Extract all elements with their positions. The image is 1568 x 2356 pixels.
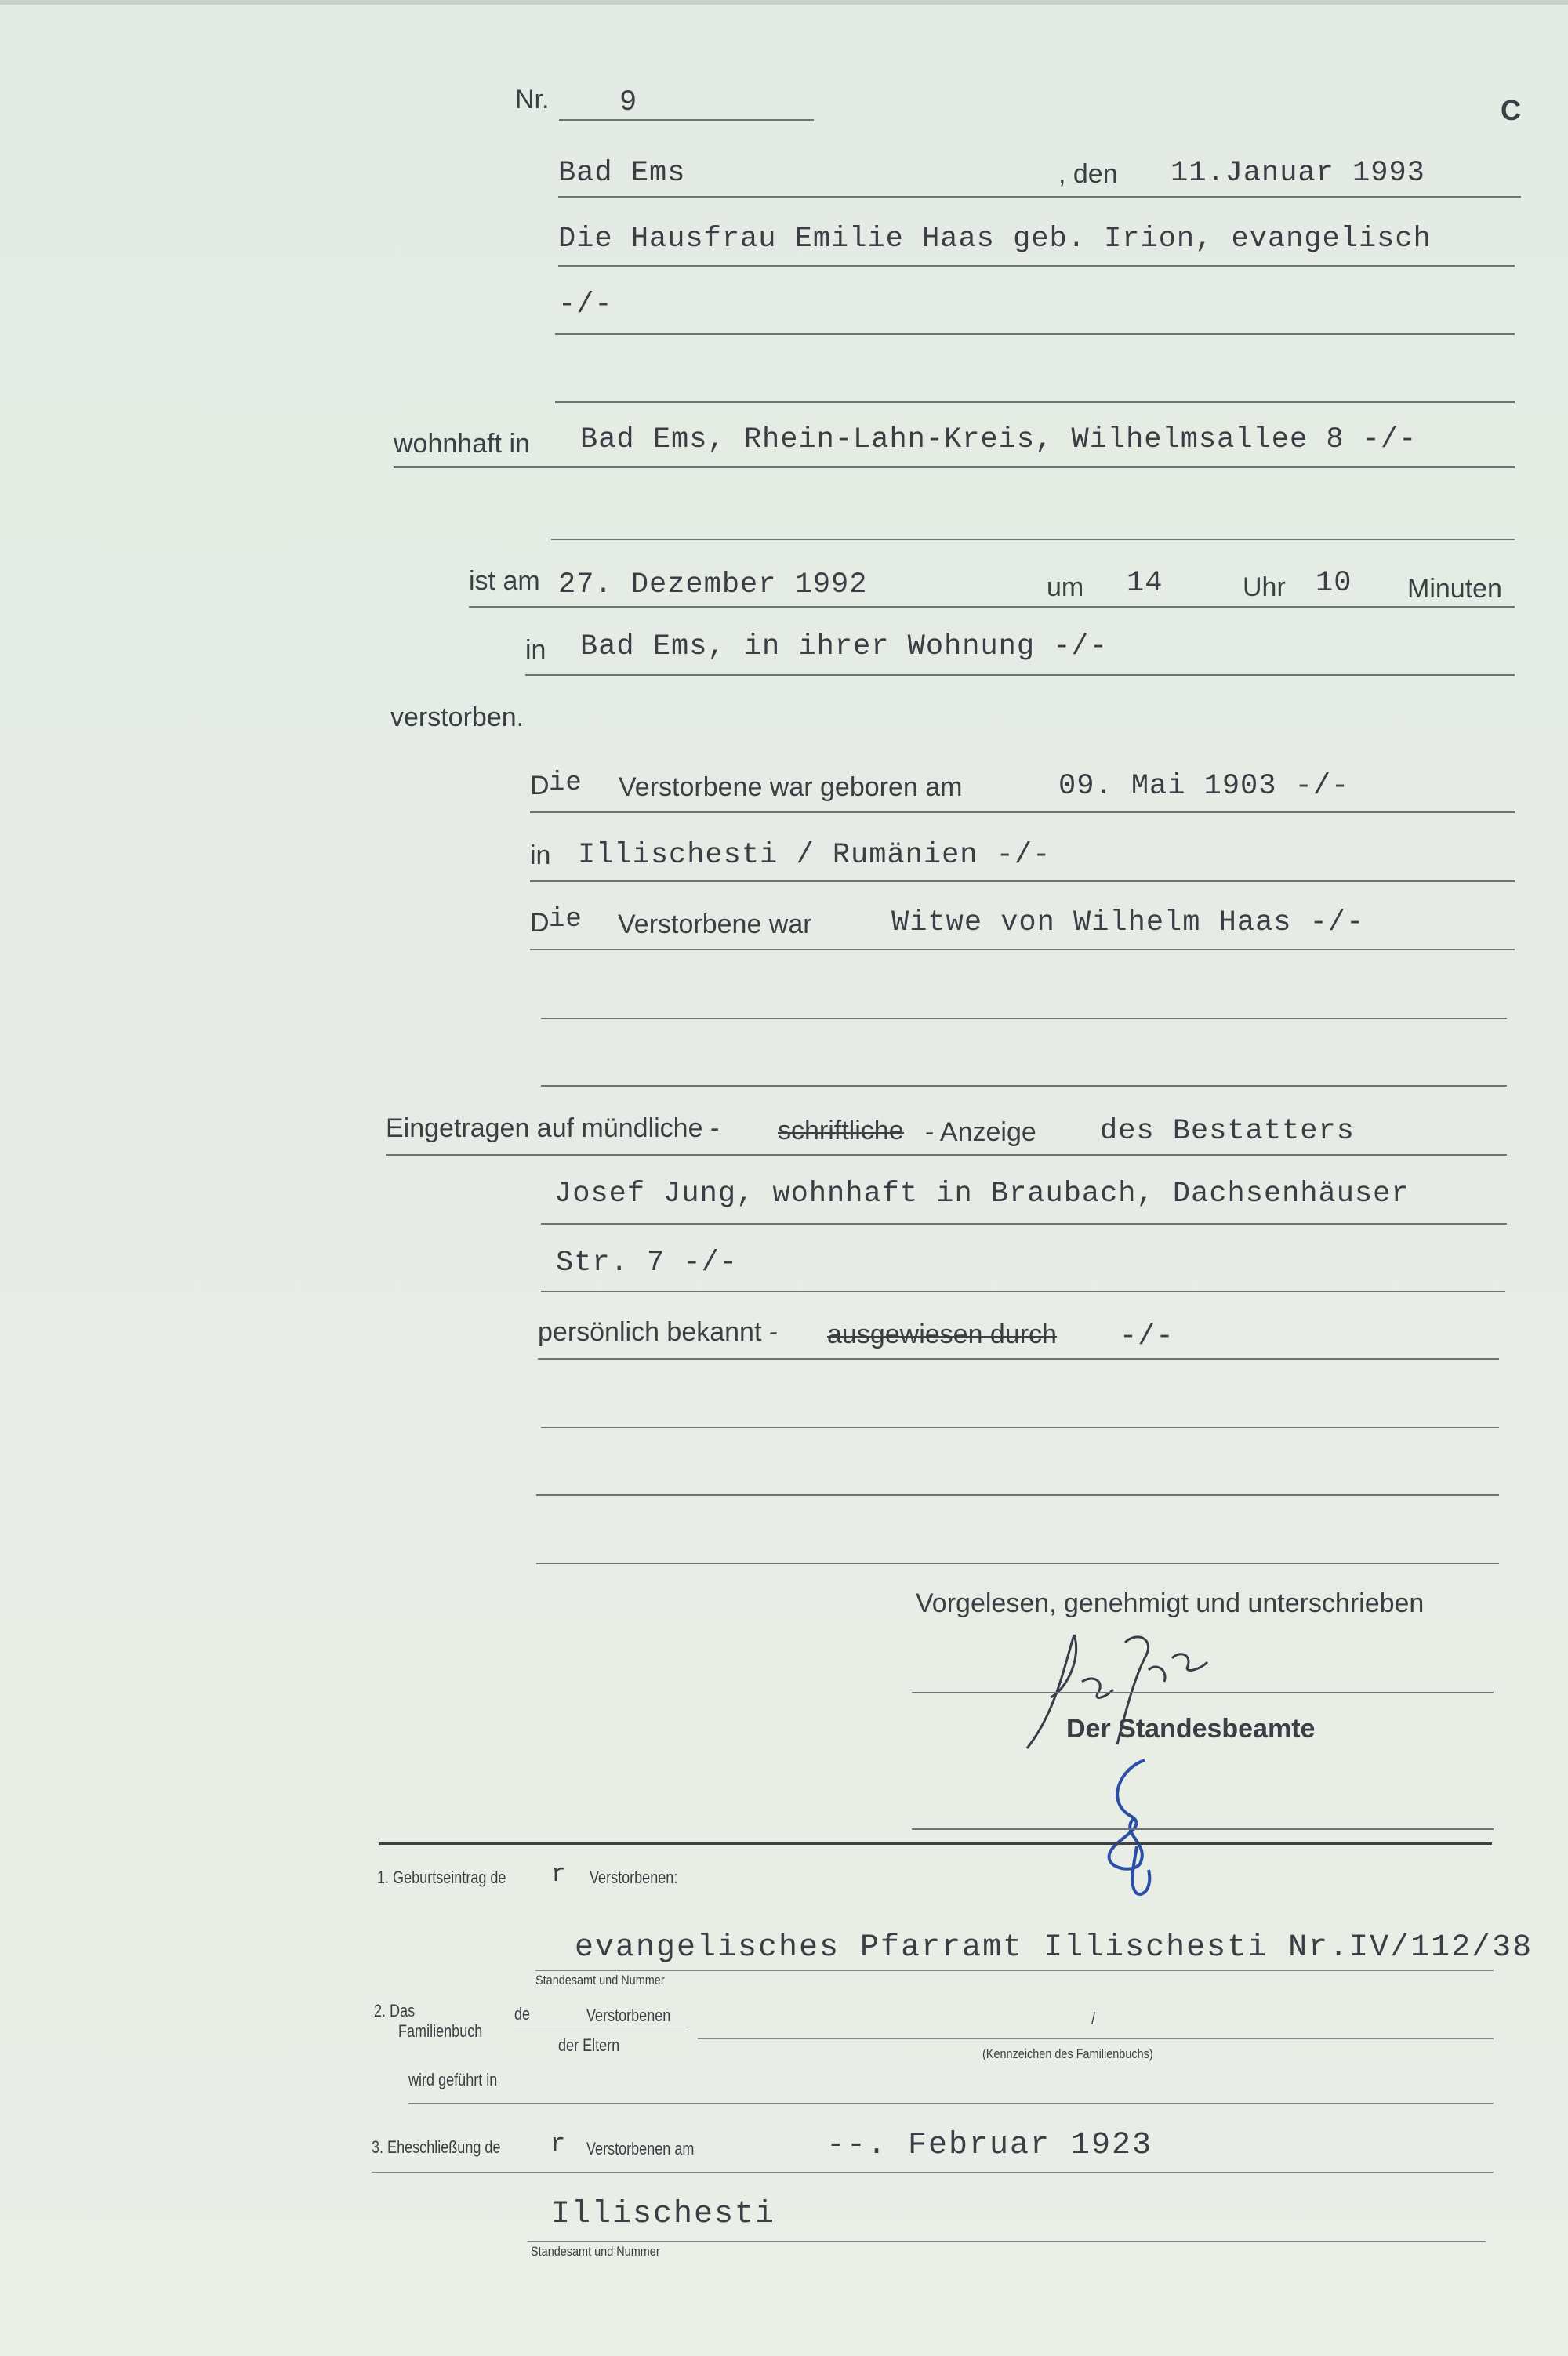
person-line-2: -/- xyxy=(558,289,613,321)
register-letter: C xyxy=(1501,94,1521,126)
birth-place: Illischesti / Rumänien -/- xyxy=(578,839,1051,872)
place-date-rule xyxy=(558,196,1521,198)
blank-rule-3 xyxy=(536,1563,1499,1564)
den-label: , den xyxy=(1058,159,1118,189)
official-signature-rule xyxy=(912,1828,1494,1830)
item2-gefuehrt-label: wird geführt in xyxy=(408,2070,498,2089)
page-top-edge xyxy=(0,0,1568,5)
item1-rule xyxy=(535,1970,1494,1971)
footer-separator xyxy=(379,1842,1492,1845)
informant-rule-2 xyxy=(541,1291,1505,1292)
status-rule-3 xyxy=(541,1085,1507,1087)
informant-intro: des Bestatters xyxy=(1100,1115,1355,1148)
known-value: -/- xyxy=(1120,1320,1174,1353)
item3-caption: Standesamt und Nummer xyxy=(531,2244,660,2259)
nr-value: 9 xyxy=(619,86,638,119)
residence-label: wohnhaft in xyxy=(394,429,530,459)
registration-rule xyxy=(386,1154,1507,1156)
item2-opt-eltern: der Eltern xyxy=(558,2035,620,2055)
item3-value: --. Februar 1923 xyxy=(826,2128,1153,2163)
blank-rule-1 xyxy=(541,1427,1499,1428)
uhr-label: Uhr xyxy=(1243,572,1286,602)
item1-suffix: Verstorbenen: xyxy=(590,1868,678,1887)
person-rule-1 xyxy=(558,265,1515,267)
death-in-label: in xyxy=(525,635,546,665)
residence-value: Bad Ems, Rhein-Lahn-Kreis, Wilhelmsallee 8 -/- xyxy=(580,423,1417,456)
item3-typed: r xyxy=(550,2129,567,2158)
person-line-1: Die Hausfrau Emilie Haas geb. Irion, evangelisch xyxy=(558,223,1432,256)
birth-rule xyxy=(530,811,1515,813)
ist-am-label: ist am xyxy=(469,566,540,596)
item2-slash: / xyxy=(1091,2009,1096,2028)
minuten-label: Minuten xyxy=(1407,574,1502,604)
status-label: Verstorbene war xyxy=(618,909,812,939)
blank-rule-2 xyxy=(536,1494,1499,1496)
birth-in-label: in xyxy=(530,840,551,870)
status-prefix-typed: ie xyxy=(549,905,583,935)
nr-label: Nr. xyxy=(515,85,550,114)
struck-ausgewiesen-durch: ausgewiesen durch xyxy=(827,1320,1057,1349)
registration-label: Eingetragen auf mündliche - xyxy=(386,1113,720,1143)
signature-caption: Vorgelesen, genehmigt und unterschrieben xyxy=(916,1588,1425,1618)
item1-label: 1. Geburtseintrag de xyxy=(377,1868,506,1887)
official-signature xyxy=(1090,1752,1184,1901)
death-hour: 14 xyxy=(1127,567,1163,600)
item2-gefuehrt-rule xyxy=(408,2103,1494,2104)
item3-suffix: Verstorbenen am xyxy=(586,2139,695,2158)
birth-prefix-typed: ie xyxy=(549,768,583,798)
birth-date: 09. Mai 1903 -/- xyxy=(1058,770,1350,803)
person-rule-3 xyxy=(555,401,1515,403)
anzeige-label: - Anzeige xyxy=(925,1117,1036,1147)
item3-rule xyxy=(372,2172,1494,2173)
death-time-rule xyxy=(469,606,1515,608)
item1-caption: Standesamt und Nummer xyxy=(535,1973,665,1988)
status-value: Witwe von Wilhelm Haas -/- xyxy=(891,906,1365,939)
item1-typed: r xyxy=(551,1860,568,1889)
struck-schriftliche: schriftliche xyxy=(778,1116,904,1145)
um-label: um xyxy=(1047,572,1084,602)
residence-rule-2 xyxy=(551,539,1515,540)
informant-signature-rule xyxy=(912,1692,1494,1693)
register-date: 11.Januar 1993 xyxy=(1171,157,1425,190)
death-place: Bad Ems, in ihrer Wohnung -/- xyxy=(580,630,1108,663)
birth-label: Verstorbene war geboren am xyxy=(619,772,963,802)
item3-place-rule xyxy=(528,2241,1486,2242)
known-rule xyxy=(538,1358,1499,1360)
known-label: persönlich bekannt - xyxy=(538,1317,779,1347)
birth-place-rule xyxy=(530,880,1515,882)
death-minutes: 10 xyxy=(1316,567,1352,600)
item1-value: evangelisches Pfarramt Illischesti Nr.IV/112/38 xyxy=(575,1930,1534,1966)
item2-kennz-caption: (Kennzeichen des Familienbuchs) xyxy=(982,2046,1153,2061)
item2-label-a: 2. Das xyxy=(374,2001,416,2020)
known-struck-wrap xyxy=(827,1320,1057,1350)
item2-label-b: Familienbuch xyxy=(398,2021,483,2041)
birth-prefix-d: D xyxy=(530,771,550,800)
item2-kennz-rule xyxy=(698,2038,1494,2039)
status-prefix-d: D xyxy=(530,908,550,938)
informant-line-2: Str. 7 -/- xyxy=(556,1247,739,1280)
status-rule xyxy=(530,949,1515,950)
person-rule-2 xyxy=(555,333,1515,335)
item2-de: de xyxy=(514,2004,531,2024)
death-date: 27. Dezember 1992 xyxy=(558,568,868,601)
verstorben-label: verstorben. xyxy=(390,702,524,732)
official-label: Der Standesbeamte xyxy=(1066,1714,1316,1744)
place-value: Bad Ems xyxy=(558,157,686,190)
item3-place: Illischesti xyxy=(551,2197,776,2232)
nr-rule xyxy=(559,119,814,121)
item3-label: 3. Eheschließung de xyxy=(372,2137,501,2157)
status-rule-2 xyxy=(541,1018,1507,1019)
informant-rule-1 xyxy=(541,1223,1507,1225)
residence-rule xyxy=(394,466,1515,468)
registration-struck xyxy=(778,1116,904,1146)
death-place-rule xyxy=(525,674,1515,676)
informant-line-1: Josef Jung, wohnhaft in Braubach, Dachsenhäuser xyxy=(554,1178,1410,1211)
item2-opt-verstorbenen: Verstorbenen xyxy=(586,2006,671,2025)
